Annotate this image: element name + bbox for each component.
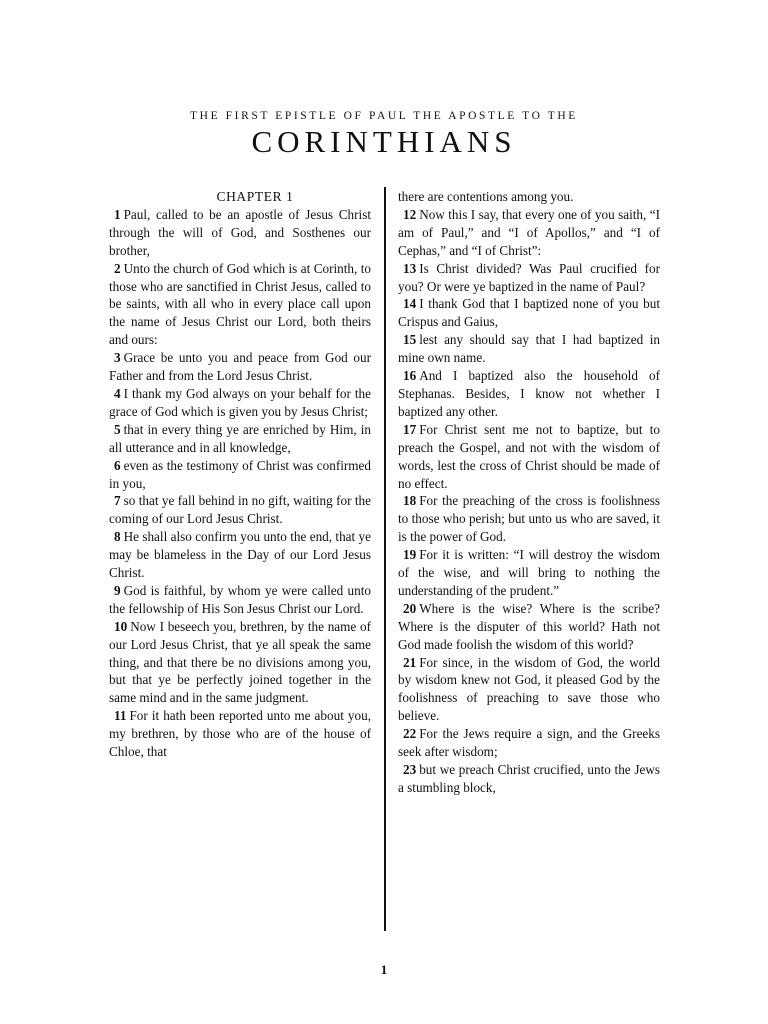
verse-text: Paul, called to be an apostle of Jesus Christ through the will of God, and Sosthenes our brother,: [109, 206, 371, 258]
verse-number: 18: [403, 493, 417, 509]
verse-number: 3: [114, 350, 121, 366]
verse-number: 5: [114, 421, 121, 437]
verse-text: For it is written: “I will destroy the wisdom of the wise, and will bring to nothing the understanding of the prudent.”: [398, 547, 660, 598]
verse-number: 19: [403, 547, 417, 563]
verse-text: God is faithful, by whom ye were called unto the fellowship of His Son Jesus Christ our Lord.: [109, 582, 371, 616]
verse: [398, 331, 660, 367]
verse: [109, 260, 371, 350]
verse-number: 9: [114, 582, 121, 598]
verse-text: For it hath been reported unto me about you, my brethren, by those who are of the house of Chloe, that: [109, 708, 371, 760]
verse-text: I thank my God always on your behalf for the grace of God which is given you by Jesus Christ;: [109, 385, 371, 419]
page-number: 1: [380, 962, 388, 977]
verse-number: 13: [403, 260, 417, 276]
verse: [109, 457, 371, 493]
book-title: CORINTHIANS: [251, 124, 517, 159]
verse: [109, 421, 371, 457]
verse-number: 4: [114, 385, 121, 401]
verse: [109, 582, 371, 618]
verse: [109, 618, 371, 708]
right-column: [398, 188, 660, 797]
verse: [398, 421, 660, 493]
verse: [398, 600, 660, 654]
verse: [398, 654, 660, 726]
verse-text: Now this I say, that every one of you saith, “I am of Paul,” and “I of Apollos,” and “I of Cephas,” and “I of Christ”:: [398, 206, 660, 258]
verse-number: 1: [114, 206, 121, 222]
verse-number: 17: [403, 421, 417, 437]
verse-number: 16: [403, 368, 417, 384]
verse: [109, 206, 371, 260]
verse-number: 8: [114, 529, 121, 545]
verse: [109, 349, 371, 385]
verse-number: 6: [114, 457, 121, 473]
epistle-subtitle: THE FIRST EPISTLE OF PAUL THE APOSTLE TO THE: [190, 110, 578, 122]
verse-number: 11: [114, 708, 127, 724]
verse-number: 23: [403, 762, 417, 777]
verse-number: 21: [403, 654, 417, 670]
verse: [398, 546, 660, 600]
verse-text: Unto the church of God which is at Corinth, to those who are sanctified in Christ Jesus, called to be saints, with all who in every place call upon the name of Jesus Christ our Lord, both theirs and ours:: [109, 260, 371, 348]
verse: [398, 206, 660, 260]
verse: [109, 385, 371, 421]
verse-text: so that ye fall behind in no gift, waiting for the coming of our Lord Jesus Christ.: [109, 493, 371, 527]
verse-text: that in every thing ye are enriched by Him, in all utterance and in all knowledge,: [109, 421, 371, 455]
verse-number: 7: [114, 493, 121, 509]
verse-number: 22: [403, 726, 417, 742]
verse-number: 14: [403, 296, 417, 312]
verse: [109, 528, 371, 582]
verse: [398, 260, 660, 296]
verse-text: but we preach Christ crucified, unto the Jews a stumbling block,: [398, 762, 660, 795]
verse-text: Now I beseech you, brethren, by the name of our Lord Jesus Christ, that ye all speak the same thing, and that there be no divisions among you, but that ye be perfectly joined together in the same mind and in the same judgment.: [109, 618, 371, 706]
verse-text: For the Jews require a sign, and the Greeks seek after wisdom;: [398, 726, 660, 760]
verse-text: For since, in the wisdom of God, the world by wisdom knew not God, it pleased God by the foolishness of preaching to save those who believe.: [398, 654, 660, 724]
verse: [398, 367, 660, 421]
verse-continuation: there are contentions among you.: [398, 189, 574, 204]
verse-text: I thank God that I baptized none of you but Crispus and Gaius,: [398, 296, 660, 330]
verse-number: 2: [114, 260, 121, 276]
verse-number: 10: [114, 618, 128, 634]
verse-number: 12: [403, 206, 417, 222]
verse-text: even as the testimony of Christ was confirmed in you,: [109, 457, 371, 491]
verse-text: For Christ sent me not to baptize, but to preach the Gospel, and not with the wisdom of words, lest the cross of Christ should be made of no effect.: [398, 421, 660, 491]
chapter-heading: CHAPTER 1: [216, 189, 294, 204]
verse-text: And I baptized also the household of Stephanas. Besides, I know not whether I baptized any other.: [398, 368, 660, 419]
left-column: [109, 188, 371, 761]
verse-number: 20: [403, 600, 417, 616]
verse-text: lest any should say that I had baptized in mine own name.: [398, 332, 660, 366]
verse: [398, 295, 660, 331]
verse: [398, 761, 660, 797]
column-divider: [384, 187, 386, 931]
verse-number: 15: [403, 332, 417, 348]
verse: [109, 707, 371, 761]
verse-text: For the preaching of the cross is foolishness to those who perish; but unto us who are saved, it is the power of God.: [398, 493, 660, 545]
verse-text: Is Christ divided? Was Paul crucified for you? Or were ye baptized in the name of Paul?: [398, 260, 660, 294]
verse-text: He shall also confirm you unto the end, that ye may be blameless in the Day of our Lord Jesus Christ.: [109, 529, 371, 581]
verse: [398, 492, 660, 546]
verse-text: Where is the wise? Where is the scribe? Where is the disputer of this world? Hath not God made foolish the wisdom of this world?: [398, 600, 660, 652]
verse: [398, 725, 660, 761]
verse-text: Grace be unto you and peace from God our Father and from the Lord Jesus Christ.: [109, 350, 371, 384]
verse: [109, 492, 371, 528]
